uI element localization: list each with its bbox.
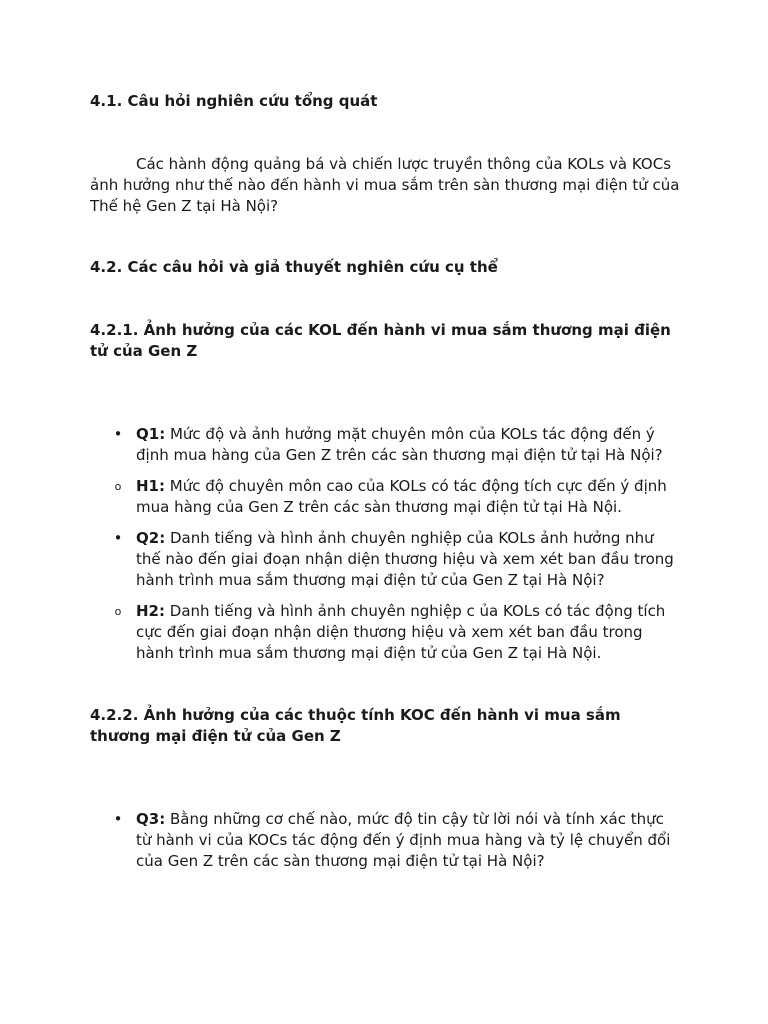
list-item-q2 xyxy=(113,528,681,591)
circle-marker: o xyxy=(114,480,122,493)
list-item-h2 xyxy=(114,601,681,664)
list-item-q1 xyxy=(113,424,681,466)
item-label: Q2: xyxy=(136,529,166,547)
bullet-marker: • xyxy=(113,425,123,443)
list-item-h1 xyxy=(114,476,681,518)
item-label: Q1: xyxy=(136,425,166,443)
item-text: Danh tiếng và hình ảnh chuyên nghiệp của KOLs ảnh hưởng như thế nào đến giai đoạn nhận diện thương hiệu và xem xét ban đầu trong hành trình mua sắm thương mại điện tử của Gen Z tại Hà Nội? xyxy=(136,529,674,589)
item-text: Danh tiếng và hình ảnh chuyên nghiệp c ủa KOLs có tác động tích cực đến giai đoạn nhận diện thương hiệu và xem xét ban đầu trong hành trình mua sắm thương mại điện tử của Gen Z tại Hà Nội. xyxy=(136,602,666,662)
section-4-2-2-heading: 4.2.2. Ảnh hưởng của các thuộc tính KOC đến hành vi mua sắm thương mại điện tử của Gen Z xyxy=(90,706,621,745)
item-text: Mức độ chuyên môn cao của KOLs có tác động tích cực đến ý định mua hàng của Gen Z trên các sàn thương mại điện tử tại Hà Nội. xyxy=(136,477,667,516)
section-4-1-paragraph: Các hành động quảng bá và chiến lược truyền thông của KOLs và KOCs ảnh hưởng như thế nào đến hành vi mua sắm trên sàn thương mại điện tử của Thế hệ Gen Z tại Hà Nội? xyxy=(90,155,680,215)
bullet-marker: • xyxy=(113,810,123,828)
list-item-q3 xyxy=(113,809,681,872)
section-4-2-heading: 4.2. Các câu hỏi và giả thuyết nghiên cứu cụ thể xyxy=(90,258,498,276)
item-text: Bằng những cơ chế nào, mức độ tin cậy từ lời nói và tính xác thực từ hành vi của KOCs tác động đến ý định mua hàng và tỷ lệ chuyển đổi của Gen Z trên các sàn thương mại điện tử tại Hà Nội? xyxy=(136,810,671,870)
circle-marker: o xyxy=(114,605,122,618)
item-label: H2: xyxy=(136,602,165,620)
section-4-2-1-heading: 4.2.1. Ảnh hưởng của các KOL đến hành vi mua sắm thương mại điện tử của Gen Z xyxy=(90,321,671,360)
item-text: Mức độ và ảnh hưởng mặt chuyên môn của KOLs tác động đến ý định mua hàng của Gen Z trên các sàn thương mại điện tử tại Hà Nội? xyxy=(136,425,663,464)
item-label: H1: xyxy=(136,477,165,495)
item-label: Q3: xyxy=(136,810,166,828)
section-4-1-heading: 4.1. Câu hỏi nghiên cứu tổng quát xyxy=(90,92,378,110)
bullet-marker: • xyxy=(113,529,123,547)
